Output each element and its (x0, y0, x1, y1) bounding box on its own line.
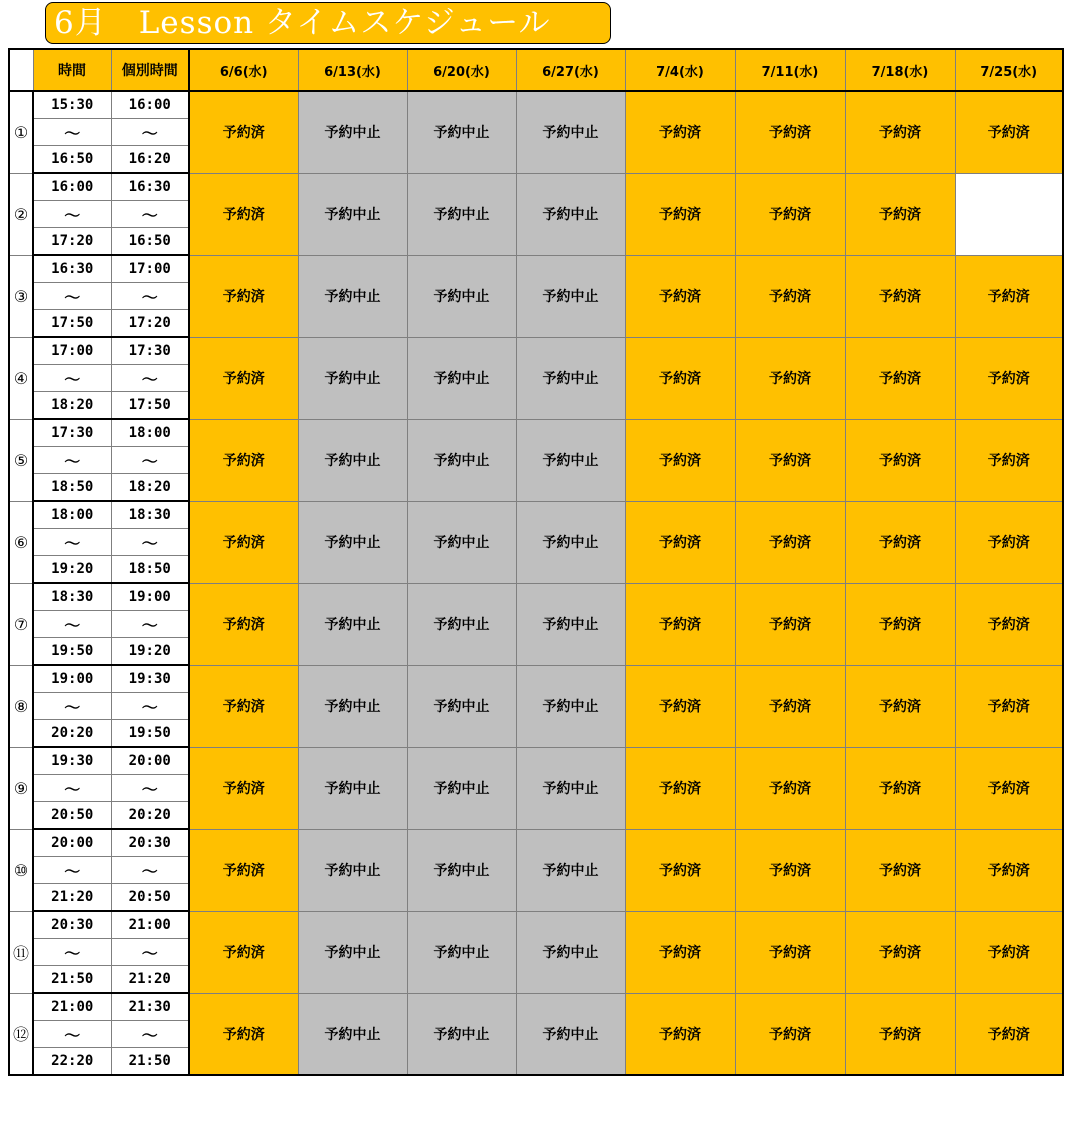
slot-cell: 予約済 (735, 829, 845, 911)
slot-number: ⑥ (9, 501, 33, 583)
individual-end-time: 20:50 (111, 884, 189, 912)
table-row (9, 501, 1063, 529)
slot-number: ④ (9, 337, 33, 419)
individual-start-time: 19:00 (111, 583, 189, 611)
header-date: 7/25(水) (955, 49, 1063, 91)
slot-number: ③ (9, 255, 33, 337)
header-date: 7/4(水) (625, 49, 735, 91)
slot-cell: 予約済 (625, 747, 735, 829)
start-time: 18:30 (33, 583, 111, 611)
start-time: 17:30 (33, 419, 111, 447)
slot-cell: 予約済 (625, 91, 735, 173)
time-range-separator: ～ (111, 1021, 189, 1048)
header-date: 6/27(水) (516, 49, 625, 91)
individual-end-time: 18:50 (111, 556, 189, 584)
time-range-separator: ～ (33, 1021, 111, 1048)
time-range-separator: ～ (111, 857, 189, 884)
end-time: 17:50 (33, 310, 111, 338)
slot-cell: 予約中止 (516, 501, 625, 583)
slot-cell: 予約済 (625, 255, 735, 337)
start-time: 16:00 (33, 173, 111, 201)
slot-cell: 予約中止 (407, 255, 516, 337)
slot-cell: 予約中止 (407, 583, 516, 665)
slot-cell: 予約中止 (407, 501, 516, 583)
time-range-separator: ～ (33, 447, 111, 474)
end-time: 17:20 (33, 228, 111, 256)
header-row (9, 49, 1063, 91)
slot-cell: 予約済 (189, 173, 298, 255)
slot-cell: 予約済 (735, 255, 845, 337)
slot-cell: 予約済 (189, 911, 298, 993)
time-range-separator: ～ (111, 365, 189, 392)
individual-start-time: 20:00 (111, 747, 189, 775)
start-time: 17:00 (33, 337, 111, 365)
table-row (9, 255, 1063, 283)
individual-end-time: 21:50 (111, 1048, 189, 1076)
slot-cell: 予約済 (845, 255, 955, 337)
individual-start-time: 21:00 (111, 911, 189, 939)
slot-number: ① (9, 91, 33, 173)
slot-cell: 予約中止 (298, 337, 407, 419)
slot-cell: 予約済 (189, 665, 298, 747)
slot-cell: 予約済 (625, 665, 735, 747)
individual-start-time: 18:00 (111, 419, 189, 447)
header-time: 時間 (33, 49, 111, 91)
slot-cell (955, 173, 1063, 255)
slot-cell: 予約済 (189, 255, 298, 337)
table-row (9, 665, 1063, 693)
slot-cell: 予約中止 (516, 911, 625, 993)
individual-end-time: 19:20 (111, 638, 189, 666)
start-time: 21:00 (33, 993, 111, 1021)
slot-cell: 予約中止 (516, 747, 625, 829)
slot-cell: 予約済 (735, 173, 845, 255)
slot-cell: 予約中止 (298, 91, 407, 173)
slot-cell: 予約済 (845, 993, 955, 1075)
individual-start-time: 21:30 (111, 993, 189, 1021)
header-date: 6/20(水) (407, 49, 516, 91)
header-date: 7/11(水) (735, 49, 845, 91)
slot-cell: 予約中止 (298, 255, 407, 337)
slot-number: ⑨ (9, 747, 33, 829)
time-range-separator: ～ (33, 283, 111, 310)
time-range-separator: ～ (33, 529, 111, 556)
time-range-separator: ～ (111, 939, 189, 966)
slot-cell: 予約中止 (298, 583, 407, 665)
start-time: 16:30 (33, 255, 111, 283)
time-range-separator: ～ (33, 775, 111, 802)
individual-end-time: 17:50 (111, 392, 189, 420)
slot-cell: 予約済 (955, 665, 1063, 747)
slot-cell: 予約済 (955, 255, 1063, 337)
slot-cell: 予約済 (189, 419, 298, 501)
table-row (9, 419, 1063, 447)
start-time: 15:30 (33, 91, 111, 119)
slot-cell: 予約済 (955, 583, 1063, 665)
individual-start-time: 17:30 (111, 337, 189, 365)
slot-cell: 予約中止 (298, 501, 407, 583)
time-range-separator: ～ (111, 447, 189, 474)
slot-cell: 予約中止 (516, 173, 625, 255)
slot-cell: 予約済 (735, 993, 845, 1075)
slot-cell: 予約中止 (516, 419, 625, 501)
individual-end-time: 17:20 (111, 310, 189, 338)
end-time: 19:20 (33, 556, 111, 584)
slot-cell: 予約中止 (298, 665, 407, 747)
slot-cell: 予約済 (735, 911, 845, 993)
slot-cell: 予約中止 (516, 255, 625, 337)
slot-cell: 予約中止 (298, 829, 407, 911)
slot-cell: 予約済 (625, 419, 735, 501)
slot-number: ⑫ (9, 993, 33, 1075)
schedule-table (8, 48, 1064, 1076)
table-row (9, 337, 1063, 365)
slot-cell: 予約済 (955, 747, 1063, 829)
slot-cell: 予約済 (625, 337, 735, 419)
slot-cell: 予約済 (735, 91, 845, 173)
slot-cell: 予約中止 (407, 911, 516, 993)
slot-number: ⑩ (9, 829, 33, 911)
slot-cell: 予約済 (189, 91, 298, 173)
slot-cell: 予約済 (845, 91, 955, 173)
slot-cell: 予約中止 (407, 337, 516, 419)
end-time: 18:20 (33, 392, 111, 420)
individual-start-time: 18:30 (111, 501, 189, 529)
slot-cell: 予約済 (735, 747, 845, 829)
start-time: 20:00 (33, 829, 111, 857)
slot-cell: 予約済 (189, 747, 298, 829)
time-range-separator: ～ (33, 365, 111, 392)
slot-cell: 予約中止 (516, 583, 625, 665)
end-time: 22:20 (33, 1048, 111, 1076)
slot-cell: 予約済 (189, 501, 298, 583)
slot-cell: 予約済 (845, 173, 955, 255)
time-range-separator: ～ (33, 693, 111, 720)
slot-cell: 予約中止 (407, 419, 516, 501)
slot-cell: 予約中止 (516, 665, 625, 747)
slot-cell: 予約済 (845, 911, 955, 993)
time-range-separator: ～ (33, 119, 111, 146)
individual-end-time: 21:20 (111, 966, 189, 994)
slot-cell: 予約中止 (407, 829, 516, 911)
slot-cell: 予約中止 (516, 337, 625, 419)
end-time: 18:50 (33, 474, 111, 502)
header-date: 6/6(水) (189, 49, 298, 91)
end-time: 19:50 (33, 638, 111, 666)
slot-cell: 予約中止 (407, 665, 516, 747)
slot-cell: 予約済 (845, 337, 955, 419)
slot-cell: 予約済 (735, 583, 845, 665)
slot-cell: 予約済 (955, 993, 1063, 1075)
individual-start-time: 16:30 (111, 173, 189, 201)
slot-cell: 予約中止 (407, 993, 516, 1075)
individual-start-time: 20:30 (111, 829, 189, 857)
slot-cell: 予約済 (955, 829, 1063, 911)
slot-cell: 予約済 (625, 501, 735, 583)
table-row (9, 583, 1063, 611)
slot-cell: 予約中止 (298, 911, 407, 993)
header-corner (9, 49, 33, 91)
table-row (9, 993, 1063, 1021)
slot-cell: 予約中止 (298, 993, 407, 1075)
slot-cell: 予約済 (189, 583, 298, 665)
time-range-separator: ～ (33, 201, 111, 228)
individual-end-time: 19:50 (111, 720, 189, 748)
time-range-separator: ～ (33, 611, 111, 638)
time-range-separator: ～ (111, 775, 189, 802)
individual-end-time: 16:20 (111, 146, 189, 174)
end-time: 16:50 (33, 146, 111, 174)
individual-end-time: 18:20 (111, 474, 189, 502)
individual-start-time: 19:30 (111, 665, 189, 693)
slot-cell: 予約済 (735, 337, 845, 419)
end-time: 20:50 (33, 802, 111, 830)
table-row (9, 91, 1063, 119)
slot-cell: 予約済 (625, 173, 735, 255)
individual-start-time: 17:00 (111, 255, 189, 283)
time-range-separator: ～ (111, 611, 189, 638)
time-range-separator: ～ (33, 939, 111, 966)
slot-cell: 予約済 (955, 911, 1063, 993)
end-time: 20:20 (33, 720, 111, 748)
time-range-separator: ～ (111, 529, 189, 556)
slot-cell: 予約中止 (298, 747, 407, 829)
slot-cell: 予約済 (955, 91, 1063, 173)
slot-cell: 予約済 (955, 337, 1063, 419)
slot-cell: 予約中止 (516, 829, 625, 911)
start-time: 20:30 (33, 911, 111, 939)
header-date: 7/18(水) (845, 49, 955, 91)
slot-cell: 予約済 (845, 665, 955, 747)
individual-end-time: 20:20 (111, 802, 189, 830)
start-time: 19:30 (33, 747, 111, 775)
slot-cell: 予約中止 (407, 173, 516, 255)
time-range-separator: ～ (111, 119, 189, 146)
slot-number: ⑪ (9, 911, 33, 993)
slot-cell: 予約済 (625, 829, 735, 911)
slot-cell: 予約済 (189, 993, 298, 1075)
table-row (9, 173, 1063, 201)
time-range-separator: ～ (111, 693, 189, 720)
slot-cell: 予約済 (845, 747, 955, 829)
slot-cell: 予約中止 (298, 419, 407, 501)
table-row (9, 747, 1063, 775)
header-date: 6/13(水) (298, 49, 407, 91)
slot-number: ② (9, 173, 33, 255)
start-time: 19:00 (33, 665, 111, 693)
slot-cell: 予約済 (845, 583, 955, 665)
individual-start-time: 16:00 (111, 91, 189, 119)
slot-cell: 予約中止 (407, 91, 516, 173)
header-individual-time: 個別時間 (111, 49, 189, 91)
slot-cell: 予約済 (845, 829, 955, 911)
slot-cell: 予約済 (735, 419, 845, 501)
slot-cell: 予約中止 (516, 91, 625, 173)
slot-cell: 予約中止 (298, 173, 407, 255)
end-time: 21:50 (33, 966, 111, 994)
end-time: 21:20 (33, 884, 111, 912)
slot-cell: 予約済 (955, 419, 1063, 501)
time-range-separator: ～ (111, 283, 189, 310)
time-range-separator: ～ (111, 201, 189, 228)
slot-cell: 予約済 (189, 337, 298, 419)
slot-cell: 予約済 (625, 993, 735, 1075)
page-title: 6月 Lesson タイムスケジュール (45, 2, 611, 44)
slot-cell: 予約済 (845, 501, 955, 583)
table-row (9, 911, 1063, 939)
slot-cell: 予約済 (189, 829, 298, 911)
table-row (9, 829, 1063, 857)
slot-number: ⑧ (9, 665, 33, 747)
individual-end-time: 16:50 (111, 228, 189, 256)
slot-cell: 予約済 (735, 665, 845, 747)
slot-cell: 予約済 (845, 419, 955, 501)
slot-cell: 予約済 (625, 911, 735, 993)
slot-number: ⑦ (9, 583, 33, 665)
slot-number: ⑤ (9, 419, 33, 501)
time-range-separator: ～ (33, 857, 111, 884)
slot-cell: 予約済 (625, 583, 735, 665)
slot-cell: 予約済 (735, 501, 845, 583)
slot-cell: 予約中止 (407, 747, 516, 829)
slot-cell: 予約中止 (516, 993, 625, 1075)
start-time: 18:00 (33, 501, 111, 529)
slot-cell: 予約済 (955, 501, 1063, 583)
